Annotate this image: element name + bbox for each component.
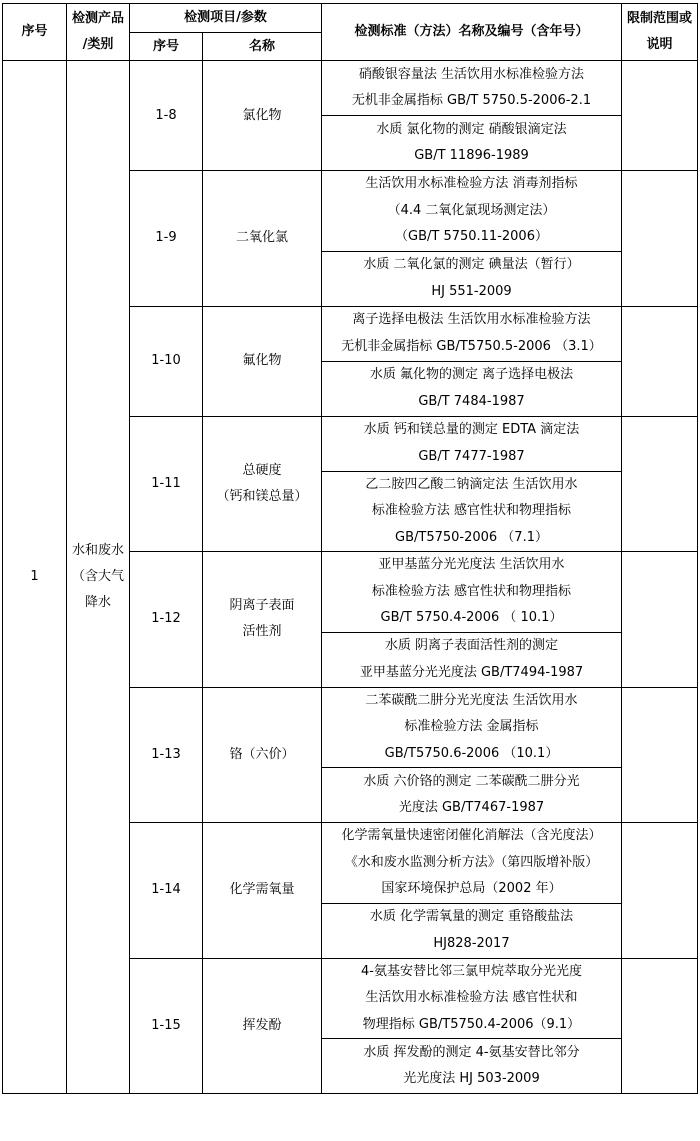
standard-method: 4-氨基安替比邻三氯甲烷萃取分光光度 生活饮用水标准检验方法 感官性状和 物理指标 GB/T5750.4-2006（9.1） (322, 958, 622, 1039)
item-number: 1-8 (130, 61, 203, 171)
table-row (3, 61, 698, 116)
item-number: 1-13 (130, 687, 203, 823)
limit-note (622, 552, 698, 688)
standard-method: 二苯碳酰二肼分光光度法 生活饮用水 标准检验方法 金属指标 GB/T5750.6-2006 （10.1） (322, 687, 622, 768)
header-standard: 检测标准（方法）名称及编号（含年号） (322, 4, 622, 61)
header-sub-seq: 序号 (130, 33, 203, 61)
standard-method: 水质 二氧化氯的测定 碘量法（暂行） HJ 551-2009 (322, 251, 622, 306)
standard-method: 水质 氯化物的测定 硝酸银滴定法 GB/T 11896-1989 (322, 116, 622, 171)
standard-method: 水质 挥发酚的测定 4-氨基安替比邻分 光光度法 HJ 503-2009 (322, 1039, 622, 1094)
group-seq: 1 (3, 61, 67, 1094)
standard-method: 硝酸银容量法 生活饮用水标准检验方法 无机非金属指标 GB/T 5750.5-2006-2.1 (322, 61, 622, 116)
item-name: 阴离子表面 活性剂 (203, 552, 322, 688)
header-seq: 序号 (3, 4, 67, 61)
standard-method: 水质 钙和镁总量的测定 EDTA 滴定法 GB/T 7477-1987 (322, 416, 622, 471)
item-name: 挥发酚 (203, 958, 322, 1094)
standard-method: 离子选择电极法 生活饮用水标准检验方法 无机非金属指标 GB/T5750.5-2006 （3.1） (322, 306, 622, 361)
limit-note (622, 171, 698, 307)
header-item-param: 检测项目/参数 (130, 4, 322, 33)
item-name: 铬（六价） (203, 687, 322, 823)
item-number: 1-12 (130, 552, 203, 688)
limit-note (622, 61, 698, 171)
item-number: 1-10 (130, 306, 203, 416)
limit-note (622, 823, 698, 959)
item-number: 1-9 (130, 171, 203, 307)
item-number: 1-15 (130, 958, 203, 1094)
limit-note (622, 687, 698, 823)
standard-method: 乙二胺四乙酸二钠滴定法 生活饮用水 标准检验方法 感官性状和物理指标 GB/T5750-2006 （7.1） (322, 471, 622, 552)
limit-note (622, 416, 698, 552)
item-name: 二氧化氯 (203, 171, 322, 307)
standards-table (2, 3, 698, 1094)
item-name: 总硬度 （钙和镁总量） (203, 416, 322, 552)
item-number: 1-11 (130, 416, 203, 552)
item-name: 化学需氧量 (203, 823, 322, 959)
item-number: 1-14 (130, 823, 203, 959)
standard-method: 化学需氧量快速密闭催化消解法（含光度法） 《水和废水监测分析方法》（第四版增补版） 国家环境保护总局（2002 年） (322, 823, 622, 904)
item-name: 氟化物 (203, 306, 322, 416)
header-limit: 限制范围或 说明 (622, 4, 698, 61)
limit-note (622, 306, 698, 416)
standard-method: 生活饮用水标准检验方法 消毒剂指标 （4.4 二氧化氯现场测定法） （GB/T 5750.11-2006） (322, 171, 622, 252)
standard-method: 水质 化学需氧量的测定 重铬酸盐法 HJ828-2017 (322, 903, 622, 958)
standard-method: 水质 六价铬的测定 二苯碳酰二肼分光 光度法 GB/T7467-1987 (322, 768, 622, 823)
header-sub-name: 名称 (203, 33, 322, 61)
standard-method: 亚甲基蓝分光光度法 生活饮用水 标准检验方法 感官性状和物理指标 GB/T 5750.4-2006 （ 10.1） (322, 552, 622, 633)
standard-method: 水质 氟化物的测定 离子选择电极法 GB/T 7484-1987 (322, 361, 622, 416)
standard-method: 水质 阴离子表面活性剂的测定 亚甲基蓝分光光度法 GB/T7494-1987 (322, 632, 622, 687)
item-name: 氯化物 (203, 61, 322, 171)
header-product: 检测产品 /类别 (67, 4, 130, 61)
limit-note (622, 958, 698, 1094)
group-category: 水和废水 （含大气 降水 (67, 61, 130, 1094)
